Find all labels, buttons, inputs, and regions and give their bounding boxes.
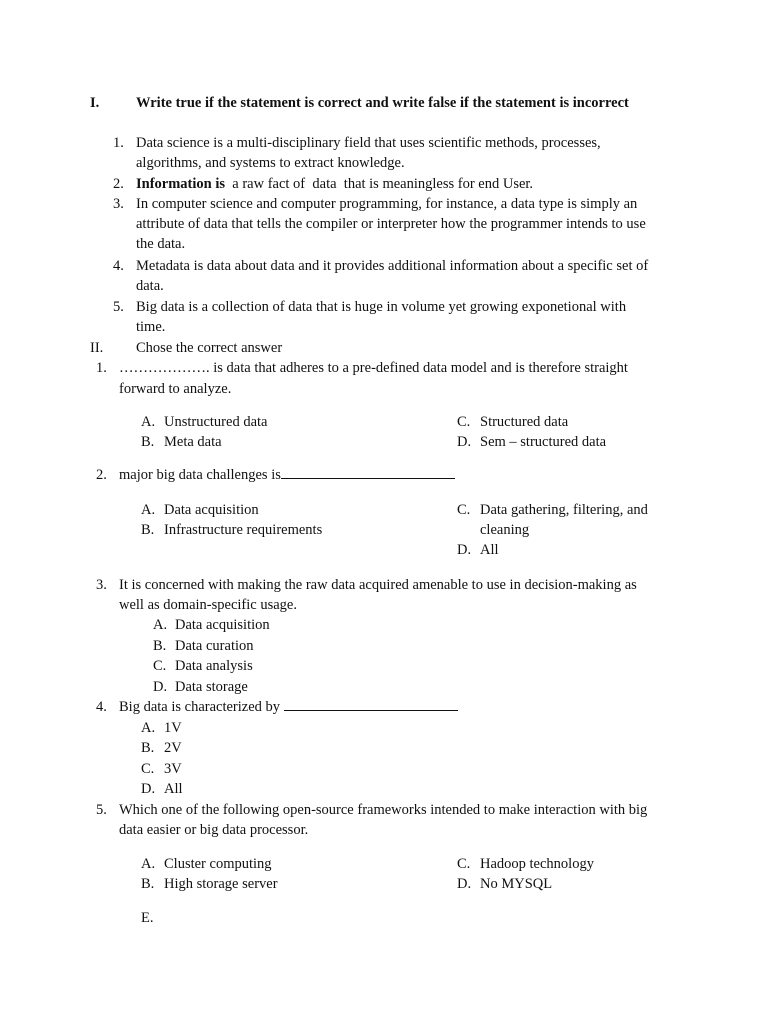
s1-item-2-number: 2. bbox=[113, 176, 124, 192]
q3-option-a-letter: A. bbox=[153, 617, 168, 633]
q2-option-c-line-2: cleaning bbox=[480, 522, 530, 538]
s1-item-5-line-2: time. bbox=[136, 319, 166, 335]
q5-line-2: data easier or big data processor. bbox=[119, 822, 309, 838]
q1-option-b-letter: B. bbox=[141, 434, 155, 450]
q5-option-c: Hadoop technology bbox=[480, 856, 594, 872]
q2-text bbox=[119, 465, 455, 485]
q5-option-e-letter: E. bbox=[141, 910, 154, 926]
q3-option-c-letter: C. bbox=[153, 658, 167, 674]
q4-answer-blank bbox=[284, 697, 458, 711]
s1-item-2-rest: a raw fact of data that is meaningless for end User. bbox=[225, 176, 534, 192]
q4-question: Big data is characterized by bbox=[119, 699, 284, 715]
q3-line-2: well as domain-specific usage. bbox=[119, 597, 297, 613]
s1-item-3-line-2: attribute of data that tells the compiler or interpreter how the programmer intends to use bbox=[136, 216, 646, 232]
q1-option-b: Meta data bbox=[164, 434, 222, 450]
q5-option-d-letter: D. bbox=[457, 876, 472, 892]
q4-option-b: 2V bbox=[164, 740, 182, 756]
q4-option-c: 3V bbox=[164, 761, 182, 777]
q1-line-1: ………………. is data that adheres to a pre-defined data model and is therefore straight bbox=[119, 360, 628, 376]
q3-number: 3. bbox=[96, 577, 107, 593]
q3-option-a: Data acquisition bbox=[175, 617, 270, 633]
q2-option-a-letter: A. bbox=[141, 502, 156, 518]
s1-item-5-number: 5. bbox=[113, 299, 124, 315]
q3-option-b: Data curation bbox=[175, 638, 254, 654]
q1-line-2: forward to analyze. bbox=[119, 381, 232, 397]
q1-option-a-letter: A. bbox=[141, 414, 156, 430]
section-1-heading: Write true if the statement is correct and write false if the statement is incorrect bbox=[136, 95, 629, 111]
s1-item-4-line-2: data. bbox=[136, 278, 164, 294]
q5-option-b: High storage server bbox=[164, 876, 278, 892]
q3-option-d-letter: D. bbox=[153, 679, 168, 695]
q2-option-b-letter: B. bbox=[141, 522, 155, 538]
s1-item-1-line-2: algorithms, and systems to extract knowledge. bbox=[136, 155, 405, 171]
q1-option-d: Sem – structured data bbox=[480, 434, 607, 450]
s1-item-3-line-3: the data. bbox=[136, 236, 186, 252]
section-2-heading: Chose the correct answer bbox=[136, 340, 283, 356]
q4-option-d-letter: D. bbox=[141, 781, 156, 797]
q2-option-c-letter: C. bbox=[457, 502, 471, 518]
q2-option-d: All bbox=[480, 542, 499, 558]
q5-number: 5. bbox=[96, 802, 107, 818]
q5-option-c-letter: C. bbox=[457, 856, 471, 872]
q5-option-a-letter: A. bbox=[141, 856, 156, 872]
s1-item-4-line-1: Metadata is data about data and it provides additional information about a specific set of bbox=[136, 258, 649, 274]
s1-item-2-text bbox=[136, 174, 533, 194]
q4-text bbox=[119, 697, 458, 717]
section-2-numeral: II. bbox=[90, 340, 104, 356]
q2-number: 2. bbox=[96, 467, 107, 483]
q3-option-b-letter: B. bbox=[153, 638, 167, 654]
s1-item-1-number: 1. bbox=[113, 135, 124, 151]
q4-option-a-letter: A. bbox=[141, 720, 156, 736]
q2-option-d-letter: D. bbox=[457, 542, 472, 558]
q2-answer-blank bbox=[281, 465, 455, 479]
q3-option-d: Data storage bbox=[175, 679, 248, 695]
q2-question: major big data challenges is bbox=[119, 467, 281, 483]
q5-option-b-letter: B. bbox=[141, 876, 155, 892]
s1-item-3-line-1: In computer science and computer programming, for instance, a data type is simply an bbox=[136, 196, 638, 212]
s1-item-5-line-1: Big data is a collection of data that is huge in volume yet growing exponetional with bbox=[136, 299, 627, 315]
section-1-numeral: I. bbox=[90, 95, 100, 111]
q4-number: 4. bbox=[96, 699, 107, 715]
q2-option-a: Data acquisition bbox=[164, 502, 259, 518]
q5-line-1: Which one of the following open-source frameworks intended to make interaction with big bbox=[119, 802, 648, 818]
q4-option-b-letter: B. bbox=[141, 740, 155, 756]
q1-option-a: Unstructured data bbox=[164, 414, 268, 430]
q3-line-1: It is concerned with making the raw data acquired amenable to use in decision-making as bbox=[119, 577, 637, 593]
q2-option-c-line-1: Data gathering, filtering, and bbox=[480, 502, 648, 518]
q4-option-c-letter: C. bbox=[141, 761, 155, 777]
q3-option-c: Data analysis bbox=[175, 658, 253, 674]
q5-option-a: Cluster computing bbox=[164, 856, 272, 872]
q1-option-c-letter: C. bbox=[457, 414, 471, 430]
q1-number: 1. bbox=[96, 360, 107, 376]
s1-item-1-line-1: Data science is a multi-disciplinary field that uses scientific methods, processes, bbox=[136, 135, 601, 151]
q2-option-b: Infrastructure requirements bbox=[164, 522, 323, 538]
q1-option-d-letter: D. bbox=[457, 434, 472, 450]
s1-item-2-bold-term: Information is bbox=[136, 176, 226, 192]
q4-option-d: All bbox=[164, 781, 183, 797]
q5-option-d: No MYSQL bbox=[480, 876, 553, 892]
s1-item-4-number: 4. bbox=[113, 258, 124, 274]
q1-option-c: Structured data bbox=[480, 414, 569, 430]
q4-option-a: 1V bbox=[164, 720, 182, 736]
s1-item-3-number: 3. bbox=[113, 196, 124, 212]
